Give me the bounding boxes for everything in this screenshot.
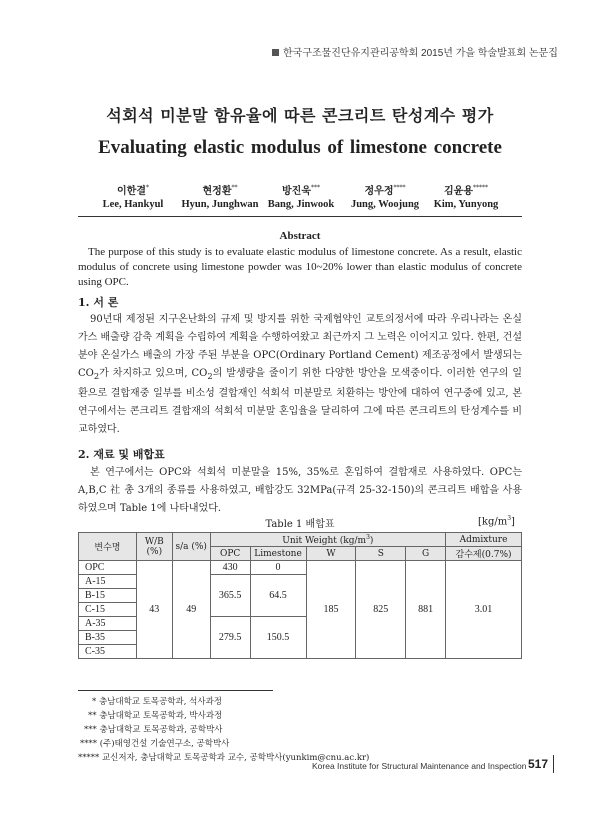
- text-run: 의 발생량을 줄이기 위한 다양한 방안을 모색중이다. 이러한 연구의 일환으로 결합재중 일부를 비소성 결합재인 석회석 미분말로 치환하는 방안에 대하여 연구중에 있고, 본 연구에서는 콘크리트 결합재의 석회석 미분말 혼입율을 달리하여 그에 따른 콘크리트의 탄성계수를 비교하였다.: [78, 368, 522, 435]
- subscript: 2: [207, 371, 213, 381]
- author-ko: 정우정: [364, 186, 394, 197]
- cell-opc: 430: [210, 561, 250, 575]
- footnote-1: [78, 695, 392, 707]
- author-en: Kim, Yunyong: [433, 199, 499, 210]
- section-2-heading: 2. 재료 및 배합표: [78, 448, 165, 461]
- title-english: Evaluating elastic modulus of limestone concrete: [98, 137, 502, 158]
- row-label: A-15: [79, 575, 137, 589]
- footnote-mark: **: [88, 711, 97, 721]
- section-1-heading: 1. 서 론: [78, 296, 119, 309]
- text-run: 90년대 제정된 지구온난화의 규제 및 방지를 위한 국제협약인 교토의정서에 따라 우리나라는 온실가스 배출량 감축 계획을 수립하여 계획을 수행하여왔고 최근까지 그 노력은 이어지고 있다. 한편, 건설분야 온실가스 배출의 가장 주된 부분을 OPC(Ordinary Portland Cement) 제조공정에서 발생되는 CO: [78, 314, 522, 379]
- page-number: 517: [528, 757, 549, 771]
- cell-wb: 43: [136, 561, 172, 659]
- footnote-mark: ***: [84, 725, 97, 735]
- header-sa: s/a (%): [172, 533, 210, 561]
- cell-w: 185: [306, 561, 356, 659]
- header-s: S: [356, 547, 406, 561]
- footnote-text: 충남대학교 토목공학과, 공학박사: [99, 725, 223, 735]
- header-admixture: Admixture: [446, 533, 522, 547]
- abstract-text: The purpose of this study is to evaluate elastic modulus of limestone concrete. As a result, elastic modulus of concrete using limestone powder was 10~20% lower than elastic modulus of concrete using OPC.: [78, 246, 522, 288]
- row-label: A-35: [79, 617, 137, 631]
- author-en: Hyun, Junghwan: [181, 199, 259, 210]
- row-label: B-15: [79, 589, 137, 603]
- author-mark: *: [145, 184, 149, 192]
- bullet-icon: [272, 49, 279, 56]
- header-unit-weight: [210, 533, 445, 547]
- journal-name: 한국구조물진단유지관리공학회 2015년 가을 학술발표회 논문집: [283, 48, 558, 59]
- header-g: G: [406, 547, 446, 561]
- footer-institute: Korea Institute for Structural Maintenance and Inspection: [312, 761, 527, 771]
- cell-limestone: 64.5: [250, 575, 306, 617]
- footnote-mark: *: [92, 697, 97, 707]
- unit-sup: 3: [366, 533, 370, 541]
- author-mark: ***: [310, 184, 320, 192]
- cell-s: 825: [356, 561, 406, 659]
- cell-admixture: 3.01: [446, 561, 522, 659]
- cell-sa: 49: [172, 561, 210, 659]
- cell-g: 881: [406, 561, 446, 659]
- author-en: Bang, Jinwook: [267, 199, 335, 210]
- journal-header: [272, 44, 558, 59]
- footnote-divider: [78, 690, 273, 691]
- author-ko: 이한결: [117, 186, 146, 197]
- header-w: W: [306, 547, 356, 561]
- footnote-text: (주)태영건설 기술연구소, 공학박사: [99, 739, 230, 749]
- author-en: Jung, Woojung: [350, 199, 420, 210]
- text-run: 가 차지하고 있으며, CO: [99, 368, 208, 379]
- abstract-heading: Abstract: [279, 230, 321, 242]
- section-1-paragraph: [78, 311, 522, 439]
- title-korean: 석회석 미분말 함유율에 따른 콘크리트 탄성계수 평가: [106, 106, 494, 125]
- row-label: OPC: [79, 561, 137, 575]
- footnote-mark: *****: [78, 753, 100, 763]
- footnote-text: 충남대학교 토목공학과, 석사과정: [98, 697, 223, 707]
- cell-limestone: 150.5: [250, 617, 306, 659]
- author-en: Lee, Hankyul: [102, 199, 164, 210]
- page-bar: [553, 755, 554, 773]
- footnote-4: [78, 737, 380, 749]
- author-mark: **: [231, 184, 238, 192]
- header-opc: OPC: [210, 547, 250, 561]
- table-caption: Table 1 배합표: [265, 519, 335, 530]
- footnote-text: 충남대학교 토목공학과, 박사과정: [99, 711, 223, 721]
- author-mark: ****: [393, 184, 406, 192]
- author-mark: *****: [472, 184, 488, 192]
- header-limestone: Limestone: [250, 547, 306, 561]
- cell-limestone: 0: [250, 561, 306, 575]
- header-admixture-2: 감수제(0.7%): [446, 547, 522, 561]
- cell-opc: 279.5: [210, 617, 250, 659]
- unit-text: Unit Weight (kg/m: [282, 535, 367, 546]
- section-2-paragraph: 본 연구에서는 OPC와 석회석 미분말을 15%, 35%로 혼입하여 결합재로 사용하였다. OPC는 A,B,C 社 총 3개의 종류를 사용하였고, 배합강도 32MPa(규격 25-32-150)의 콘크리트 배합을 사용하였으며 Table 1에 나타내었다.: [78, 467, 522, 514]
- author-5: [411, 182, 521, 210]
- author-ko: 현정환: [202, 186, 232, 197]
- subscript: 2: [93, 371, 100, 381]
- unit-text: [kg/m: [478, 516, 508, 528]
- divider: [78, 216, 522, 217]
- unit-text: ): [369, 535, 374, 546]
- footnote-mark: ****: [80, 739, 97, 749]
- row-label: B-35: [79, 631, 137, 645]
- table-unit: [478, 515, 515, 527]
- header-mix: 변수명: [79, 533, 137, 561]
- unit-sup: 3: [507, 515, 512, 522]
- footnote-3: [78, 723, 384, 735]
- footnote-2: [78, 709, 388, 721]
- header-wb: W/B (%): [136, 533, 172, 561]
- row-label: C-35: [79, 645, 137, 659]
- author-ko: 방진욱: [282, 186, 311, 197]
- cell-opc: 365.5: [210, 575, 250, 617]
- author-ko: 김윤용: [444, 186, 473, 197]
- mix-table: [78, 532, 522, 659]
- unit-text: ]: [511, 516, 515, 528]
- footnote-text: 교신저자, 충남대학교 토목공학과 교수, 공학박사(yunkim@cnu.ac.kr): [101, 753, 370, 763]
- row-label: C-15: [79, 603, 137, 617]
